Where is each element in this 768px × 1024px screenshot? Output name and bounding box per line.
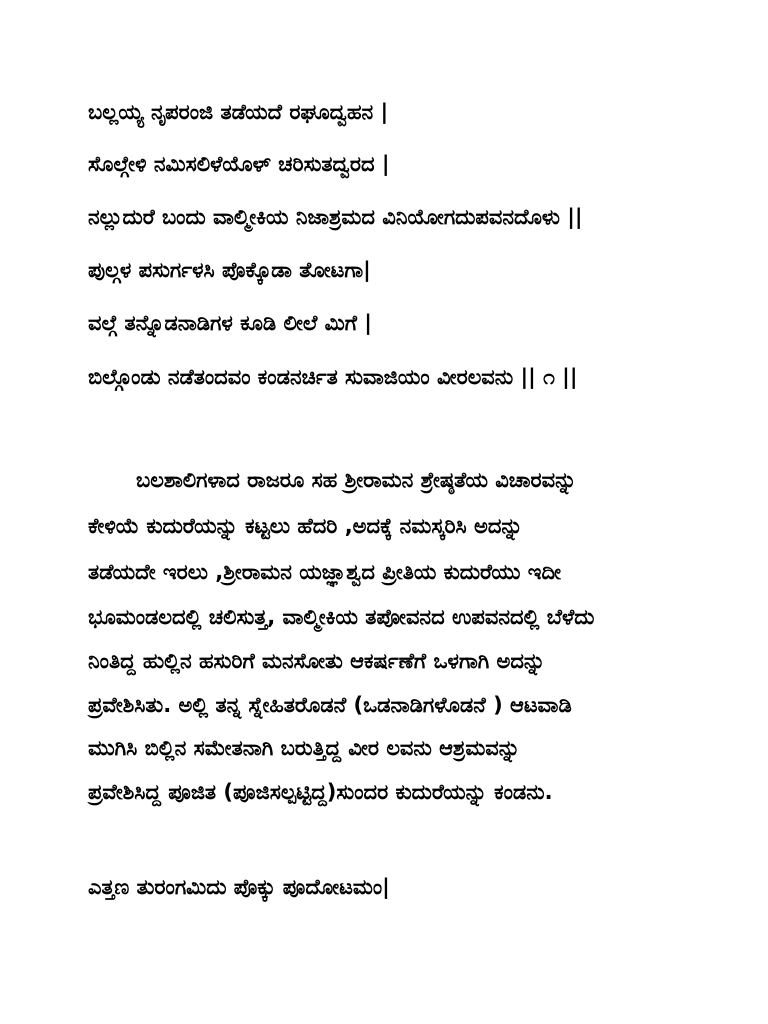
verse-line: ಬಿಲ್ಗೊಂಡು ನಡೆತಂದವಂ ಕಂಡನರ್ಚಿತ ಸುವಾಜಿಯಂ ವೀರಲವನು || ೧ || <box>88 365 578 389</box>
prose-line: ಕೇಳಿಯೆ ಕುದುರೆಯನ್ನು ಕಟ್ಟಲು ಹೆದರಿ ,ಅದಕ್ಕೆ ನಮಸ್ಕರಿಸಿ ಅದನ್ನು <box>88 514 523 538</box>
prose-line: ಬಲಶಾಲಿಗಳಾದ ರಾಜರೂ ಸಹ ಶ್ರೀರಾಮನ ಶ್ರೇಷ್ಠತೆಯ ವಿಚಾರವನ್ನು <box>136 468 577 492</box>
prose-line: ಪ್ರವೇಶಿಸಿದ್ದ ಪೂಜಿತ (ಪೂಜಿಸಲ್ಪಟ್ಟಿದ್ದ)ಸುಂದರ ಕುದುರೆಯನ್ನು ಕಂಡನು. <box>88 780 553 804</box>
prose-line: ತಡೆಯದೇ ಇರಲು ,ಶ್ರೀರಾಮನ ಯಜ್ಞಾಶ್ವದ ಪ್ರೀತಿಯ ಕುದುರೆಯು ಇದೀ <box>88 560 562 584</box>
verse-line: ಪುಲ್ಗಳ ಪಸುರ್ಗಳಸಿ ಪೊಕ್ಕೊಡಾ ತೋಟಗಾ| <box>88 258 371 282</box>
prose-line: ಮುಗಿಸಿ ಬಿಲ್ಲಿನ ಸಮೇತನಾಗಿ ಬರುತ್ತಿದ್ದ ವೀರ ಲವನು ಆಶ್ರಮವನ್ನು <box>88 736 520 760</box>
prose-line: ಪ್ರವೇಶಿಸಿತು. ಅಲ್ಲಿ ತನ್ನ ಸ್ನೇಹಿತರೊಡನೆ (ಒಡನಾಡಿಗಳೊಡನೆ ) ಆಟವಾಡಿ <box>88 693 572 717</box>
verse-line: ವಲ್ಗೆ ತನ್ನೊಡನಾಡಿಗಳ ಕೂಡಿ ಲೀಲೆ ಮಿಗೆ | <box>88 311 372 335</box>
verse-line: ಬಲ್ಲಯ್ಯ ನೃಪರಂಜಿ ತಡೆಯದೆ ರಘೂದ್ವಹನ | <box>88 100 389 124</box>
prose-line: ಭೂಮಂಡಲದಲ್ಲಿ ಚಲಿಸುತ್ತ, ವಾಲ್ಮೀಕಿಯ ತಪೋವನದ ಉಪವನದಲ್ಲಿ ಬೆಳೆದು <box>88 605 595 629</box>
verse-line: ನಲ್ಲುದುರೆ ಬಂದು ವಾಲ್ಮೀಕಿಯ ನಿಜಾಶ್ರಮದ ವಿನಿಯೋಗದುಪವನದೊಳು || <box>88 205 583 229</box>
verse-line: ಸೊಲ್ಗೇಳಿ ನಮಿಸಲಿಳೆಯೊಳ್ ಚರಿಸುತದ್ವರದ | <box>88 152 390 176</box>
prose-line: ನಿಂತಿದ್ದ ಹುಲ್ಲಿನ ಹಸುರಿಗೆ ಮನಸೋತು ಆಕರ್ಷಣೆಗೆ ಒಳಗಾಗಿ ಅದನ್ನು <box>88 649 546 673</box>
verse-line: ಎತ್ತಣ ತುರಂಗಮಿದು ಪೊಕ್ಕು ಪೂದೋಟಮಂ| <box>88 875 390 899</box>
